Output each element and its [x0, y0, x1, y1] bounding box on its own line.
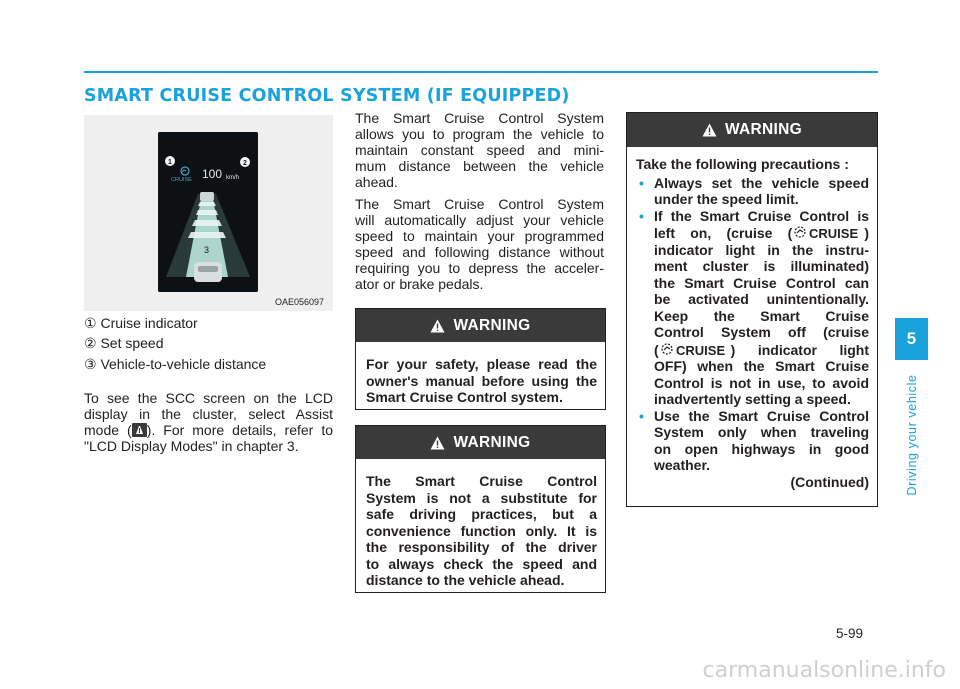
- warning-box-precautions: [626, 112, 878, 507]
- svg-text:CRUISE: CRUISE: [809, 226, 859, 241]
- chapter-label: Driving your vehicle: [905, 373, 919, 496]
- continued-label: (Continued): [790, 473, 869, 490]
- set-speed-value: 100: [202, 167, 223, 181]
- legend-item: ① Cruise indicator: [84, 315, 198, 331]
- figure-code: OAE056097: [275, 297, 325, 307]
- callout-1: 1: [168, 159, 172, 166]
- cruise-label: CRUISE: [171, 177, 192, 183]
- warning-box-not-substitute: WARNING The Smart Cruise Control System is not a substitute for safe driving practices, but a convenience function only. It is the responsibility of the driver to always check the speed and distance to the vehicle ahead.: [355, 425, 606, 593]
- warning-header: WARNING: [356, 309, 605, 342]
- precaution-item: • If the Smart Cruise Control is left on, (cruise ( CRUISE ) indicator light in the instru- ment cluster is illuminated) the Smart Cruise Control can be activated unintentionally. Keep the Smart Cruise Control System off (cruise ( CRUISE ) indicator light OFF) when the Smart Cruise Control is not in use, to avoid inadvertently setting a speed.: [639, 207, 869, 407]
- cruise-indicator-icon: [659, 341, 731, 358]
- legend-item: ② Set speed: [84, 335, 164, 351]
- warning-triangle-icon: [430, 436, 445, 450]
- cluster-figure: [84, 115, 333, 311]
- warning-box-read-manual: WARNING For your safety, please read the owner's manual before using the Smart Cruise Control system.: [355, 308, 606, 410]
- intro-paragraph-1: The Smart Cruise Control System allows you to program the vehicle to maintain constant speed and mini- mum distance between the vehicle ahead.: [355, 110, 604, 190]
- warning-header: WARNING: [627, 113, 877, 147]
- chapter-tab: 5: [895, 318, 928, 360]
- precaution-item: • Use the Smart Cruise Control System only when traveling on open highways in good weather.: [639, 407, 869, 473]
- page-number: 5-99: [836, 626, 864, 641]
- intro-paragraph-2: The Smart Cruise Control System will automatically adjust your vehicle speed to maintain your programmed speed and following distance without requiring you to depress the acceler- ator or brake pedals.: [355, 196, 604, 292]
- callout-3: 3: [204, 245, 210, 255]
- section-title: SMART CRUISE CONTROL SYSTEM (IF EQUIPPED): [84, 86, 570, 106]
- assist-mode-icon: [132, 423, 147, 437]
- svg-text:CRUISE: CRUISE: [675, 342, 725, 358]
- top-rule: [84, 71, 878, 73]
- warning-header: WARNING: [356, 426, 605, 459]
- scc-screen-paragraph: To see the SCC screen on the LCD display in the cluster, select Assist mode ( ). For more details, refer to "LCD Display Modes" in chapter 3.: [84, 390, 334, 454]
- warning-triangle-icon: [702, 123, 717, 137]
- precaution-item: • Always set the vehicle speed under the speed limit.: [639, 174, 869, 207]
- legend-item: ③ Vehicle-to-vehicle distance: [84, 356, 267, 372]
- cruise-indicator-icon: [792, 224, 864, 241]
- callout-2: 2: [243, 160, 247, 167]
- lcd-display-image: [158, 132, 258, 292]
- warning-triangle-icon: [430, 319, 445, 333]
- precautions-intro: Take the following precautions :: [636, 156, 849, 172]
- speed-unit: km/h: [226, 175, 240, 181]
- footer-watermark: carmanualsonline.info: [702, 658, 946, 683]
